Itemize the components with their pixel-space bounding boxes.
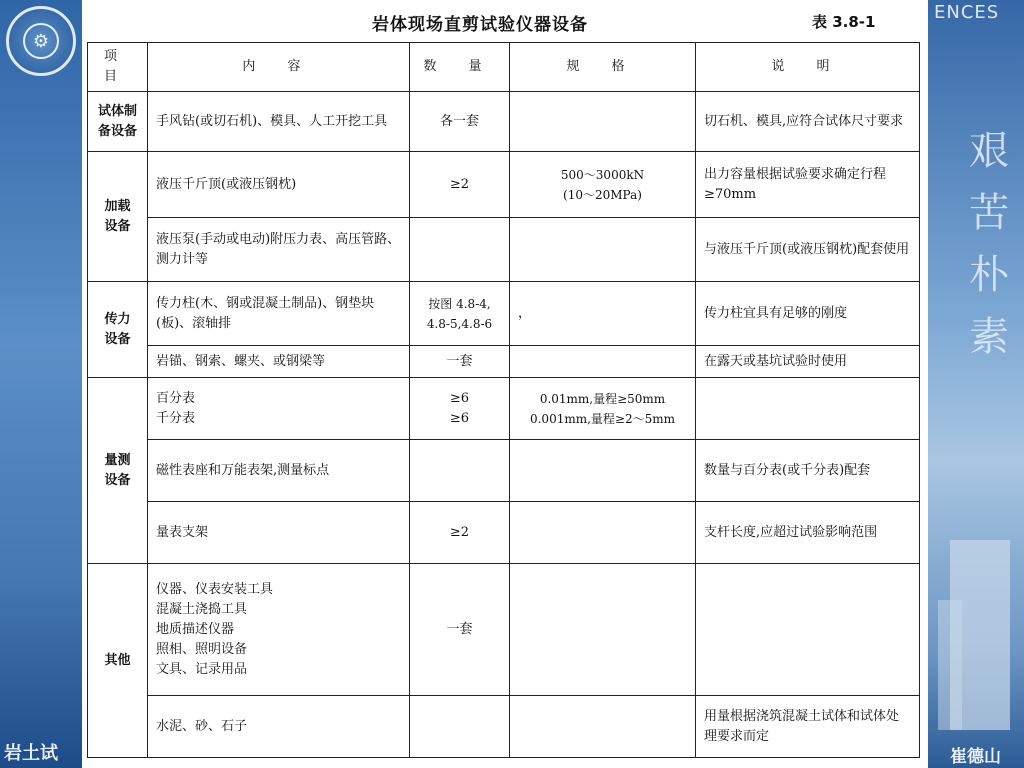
content-cell: 仪器、仪表安装工具 混凝土浇捣工具 地质描述仪器 照相、照明设备 文具、记录用品: [148, 564, 410, 696]
note-cell: 数量与百分表(或千分表)配套: [696, 440, 920, 502]
note-cell: [696, 378, 920, 440]
note-cell: 支杆长度,应超过试验影响范围: [696, 502, 920, 564]
calligraphy-char: 朴: [969, 252, 1009, 298]
header-quantity: 数 量: [410, 43, 510, 92]
table-row: [88, 502, 920, 564]
university-emblem-icon: [6, 6, 76, 76]
quantity-cell: ≥2: [410, 152, 510, 218]
content-cell: 水泥、砂、石子: [148, 696, 410, 758]
header-note: 说 明: [696, 43, 920, 92]
table-title: 岩体现场直剪试验仪器设备: [372, 15, 588, 35]
table-row: [88, 378, 920, 440]
content-cell: 传力柱(木、钢或混凝土制品)、钢垫块(板)、滚轴排: [148, 282, 410, 346]
table-row: [88, 282, 920, 346]
spec-cell: [510, 218, 696, 282]
category-label: 其他: [104, 652, 131, 668]
right-footer-text: 崔德山: [950, 747, 1001, 767]
quantity-cell: 各一套: [410, 92, 510, 152]
category-cell: [88, 564, 148, 758]
spec-cell: 500～3000kN (10～20MPa): [510, 152, 696, 218]
emblem-mark-icon: ⚙: [32, 31, 50, 52]
category-cell: [88, 92, 148, 152]
spec-cell: [510, 564, 696, 696]
quantity-cell: 一套: [410, 346, 510, 378]
spec-cell: ，: [510, 282, 696, 346]
content-cell: 百分表 千分表: [148, 378, 410, 440]
category-label: 传力 设备: [104, 311, 131, 347]
table-row: [88, 696, 920, 758]
category-label: 试体制 备设备: [97, 103, 137, 139]
content-cell: 岩锚、钢索、螺夹、或钢梁等: [148, 346, 410, 378]
table-row: [88, 346, 920, 378]
spec-cell: [510, 92, 696, 152]
header-spec: 规 格: [510, 43, 696, 92]
note-cell: [696, 564, 920, 696]
calligraphy-char: 苦: [969, 190, 1009, 236]
note-cell: 切石机、模具,应符合试体尺寸要求: [696, 92, 920, 152]
category-cell: [88, 152, 148, 282]
left-footer-text: 岩土试: [4, 743, 58, 764]
spec-cell: [510, 696, 696, 758]
calligraphy-motto: [964, 120, 1014, 368]
note-cell: 出力容量根据试验要求确定行程≥70mm: [696, 152, 920, 218]
table-row: [88, 218, 920, 282]
category-cell: [88, 378, 148, 564]
spec-cell: [510, 502, 696, 564]
quantity-cell: ≥2: [410, 502, 510, 564]
top-right-banner-text: ENCES: [934, 2, 1000, 23]
document-page: [82, 0, 928, 768]
table-number: 表 3.8-1: [812, 13, 876, 31]
quantity-cell: 按图 4.8-4, 4.8-5,4.8-6: [410, 282, 510, 346]
table-row: [88, 440, 920, 502]
content-cell: 手风钻(或切石机)、模具、人工开挖工具: [148, 92, 410, 152]
quantity-cell: 一套: [410, 564, 510, 696]
table-header-row: [88, 43, 920, 92]
note-cell: 用量根据浇筑混凝土试体和试体处理要求而定: [696, 696, 920, 758]
calligraphy-char: 艰: [969, 128, 1009, 174]
quantity-cell: [410, 696, 510, 758]
content-cell: 液压泵(手动或电动)附压力表、高压管路、测力计等: [148, 218, 410, 282]
spec-cell: [510, 440, 696, 502]
header-content: 内 容: [148, 43, 410, 92]
emblem-ring: [23, 23, 59, 59]
spec-cell: 0.01mm,量程≥50mm 0.001mm,量程≥2～5mm: [510, 378, 696, 440]
equipment-table: [87, 42, 920, 758]
note-cell: 传力柱宜具有足够的刚度: [696, 282, 920, 346]
quantity-cell: [410, 440, 510, 502]
content-cell: 液压千斤顶(或液压钢枕): [148, 152, 410, 218]
spec-cell: [510, 346, 696, 378]
document-header: [82, 8, 928, 34]
quantity-cell: ≥6 ≥6: [410, 378, 510, 440]
quantity-cell: [410, 218, 510, 282]
header-category: 项 目: [88, 43, 148, 92]
note-cell: 在露天或基坑试验时使用: [696, 346, 920, 378]
content-cell: 磁性表座和万能表架,测量标点: [148, 440, 410, 502]
content-cell: 量表支架: [148, 502, 410, 564]
left-decor-band: [0, 0, 82, 768]
table-row: [88, 92, 920, 152]
building-silhouette: [938, 600, 962, 730]
right-decor-band: [928, 0, 1024, 768]
calligraphy-char: 素: [969, 314, 1009, 360]
note-cell: 与液压千斤顶(或液压钢枕)配套使用: [696, 218, 920, 282]
category-label: 加载 设备: [104, 198, 131, 234]
category-label: 量测 设备: [104, 452, 131, 488]
category-cell: [88, 282, 148, 378]
table-row: [88, 152, 920, 218]
table-row: [88, 564, 920, 696]
